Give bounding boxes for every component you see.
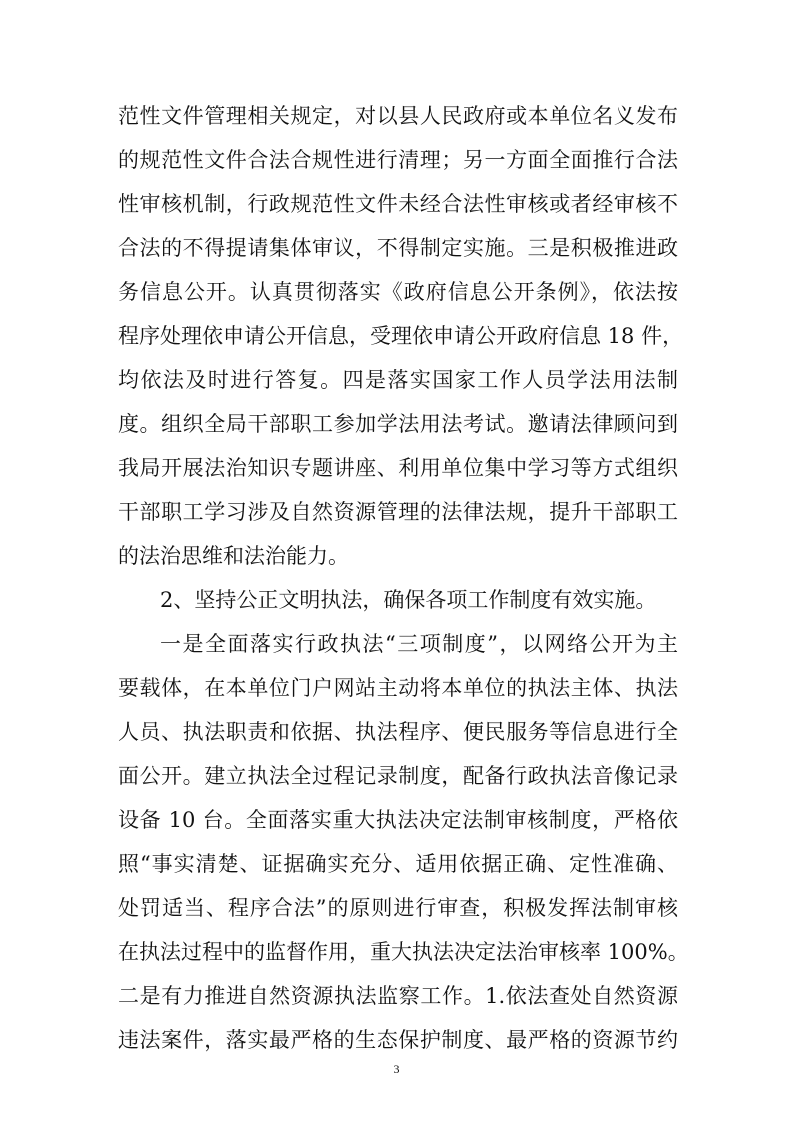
section-heading: 2、坚持公正文明执法，确保各项工作制度有效实施。 xyxy=(160,588,657,612)
body-text-line: 要载体，在本单位门户网站主动将本单位的执法主体、执法 xyxy=(118,676,678,700)
body-text-line: 二是有力推进自然资源执法监察工作。1.依法查处自然资源 xyxy=(118,984,678,1008)
body-text-line: 性审核机制，行政规范性文件未经合法性审核或者经审核不 xyxy=(118,192,678,216)
body-text-line: 均依法及时进行答复。四是落实国家工作人员学法用法制 xyxy=(118,368,678,392)
body-text-line: 一是全面落实行政执法“三项制度”，以网络公开为主 xyxy=(160,632,678,656)
body-text-line: 设备 10 台。全面落实重大执法决定法制审核制度，严格依 xyxy=(118,808,678,832)
body-text-line: 面公开。建立执法全过程记录制度，配备行政执法音像记录 xyxy=(118,764,678,788)
body-text-line: 合法的不得提请集体审议，不得制定实施。三是积极推进政 xyxy=(118,236,678,260)
body-text-line: 干部职工学习涉及自然资源管理的法律法规，提升干部职工 xyxy=(118,500,678,524)
body-text-line: 照“事实清楚、证据确实充分、适用依据正确、定性准确、 xyxy=(118,852,678,876)
body-text-line: 在执法过程中的监督作用，重大执法决定法治审核率 100%。 xyxy=(118,940,689,964)
body-text-line: 的规范性文件合法合规性进行清理；另一方面全面推行合法 xyxy=(118,148,678,172)
body-text-line: 人员、执法职责和依据、执法程序、便民服务等信息进行全 xyxy=(118,720,678,744)
page-number: 3 xyxy=(393,1062,400,1076)
body-text-line: 务信息公开。认真贯彻落实《政府信息公开条例》，依法按 xyxy=(118,280,678,304)
body-text-line: 程序处理依申请公开信息，受理依申请公开政府信息 18 件， xyxy=(118,324,684,348)
body-text-line: 度。组织全局干部职工参加学法用法考试。邀请法律顾问到 xyxy=(118,412,678,436)
body-text-line: 处罚适当、程序合法”的原则进行审查，积极发挥法制审核 xyxy=(118,896,678,920)
body-text-line: 我局开展法治知识专题讲座、利用单位集中学习等方式组织 xyxy=(118,456,678,480)
body-text-line: 的法治思维和法治能力。 xyxy=(118,544,349,568)
body-text-line: 违法案件，落实最严格的生态保护制度、最严格的资源节约 xyxy=(118,1028,678,1052)
body-text-line: 范性文件管理相关规定，对以县人民政府或本单位名义发布 xyxy=(118,104,678,128)
